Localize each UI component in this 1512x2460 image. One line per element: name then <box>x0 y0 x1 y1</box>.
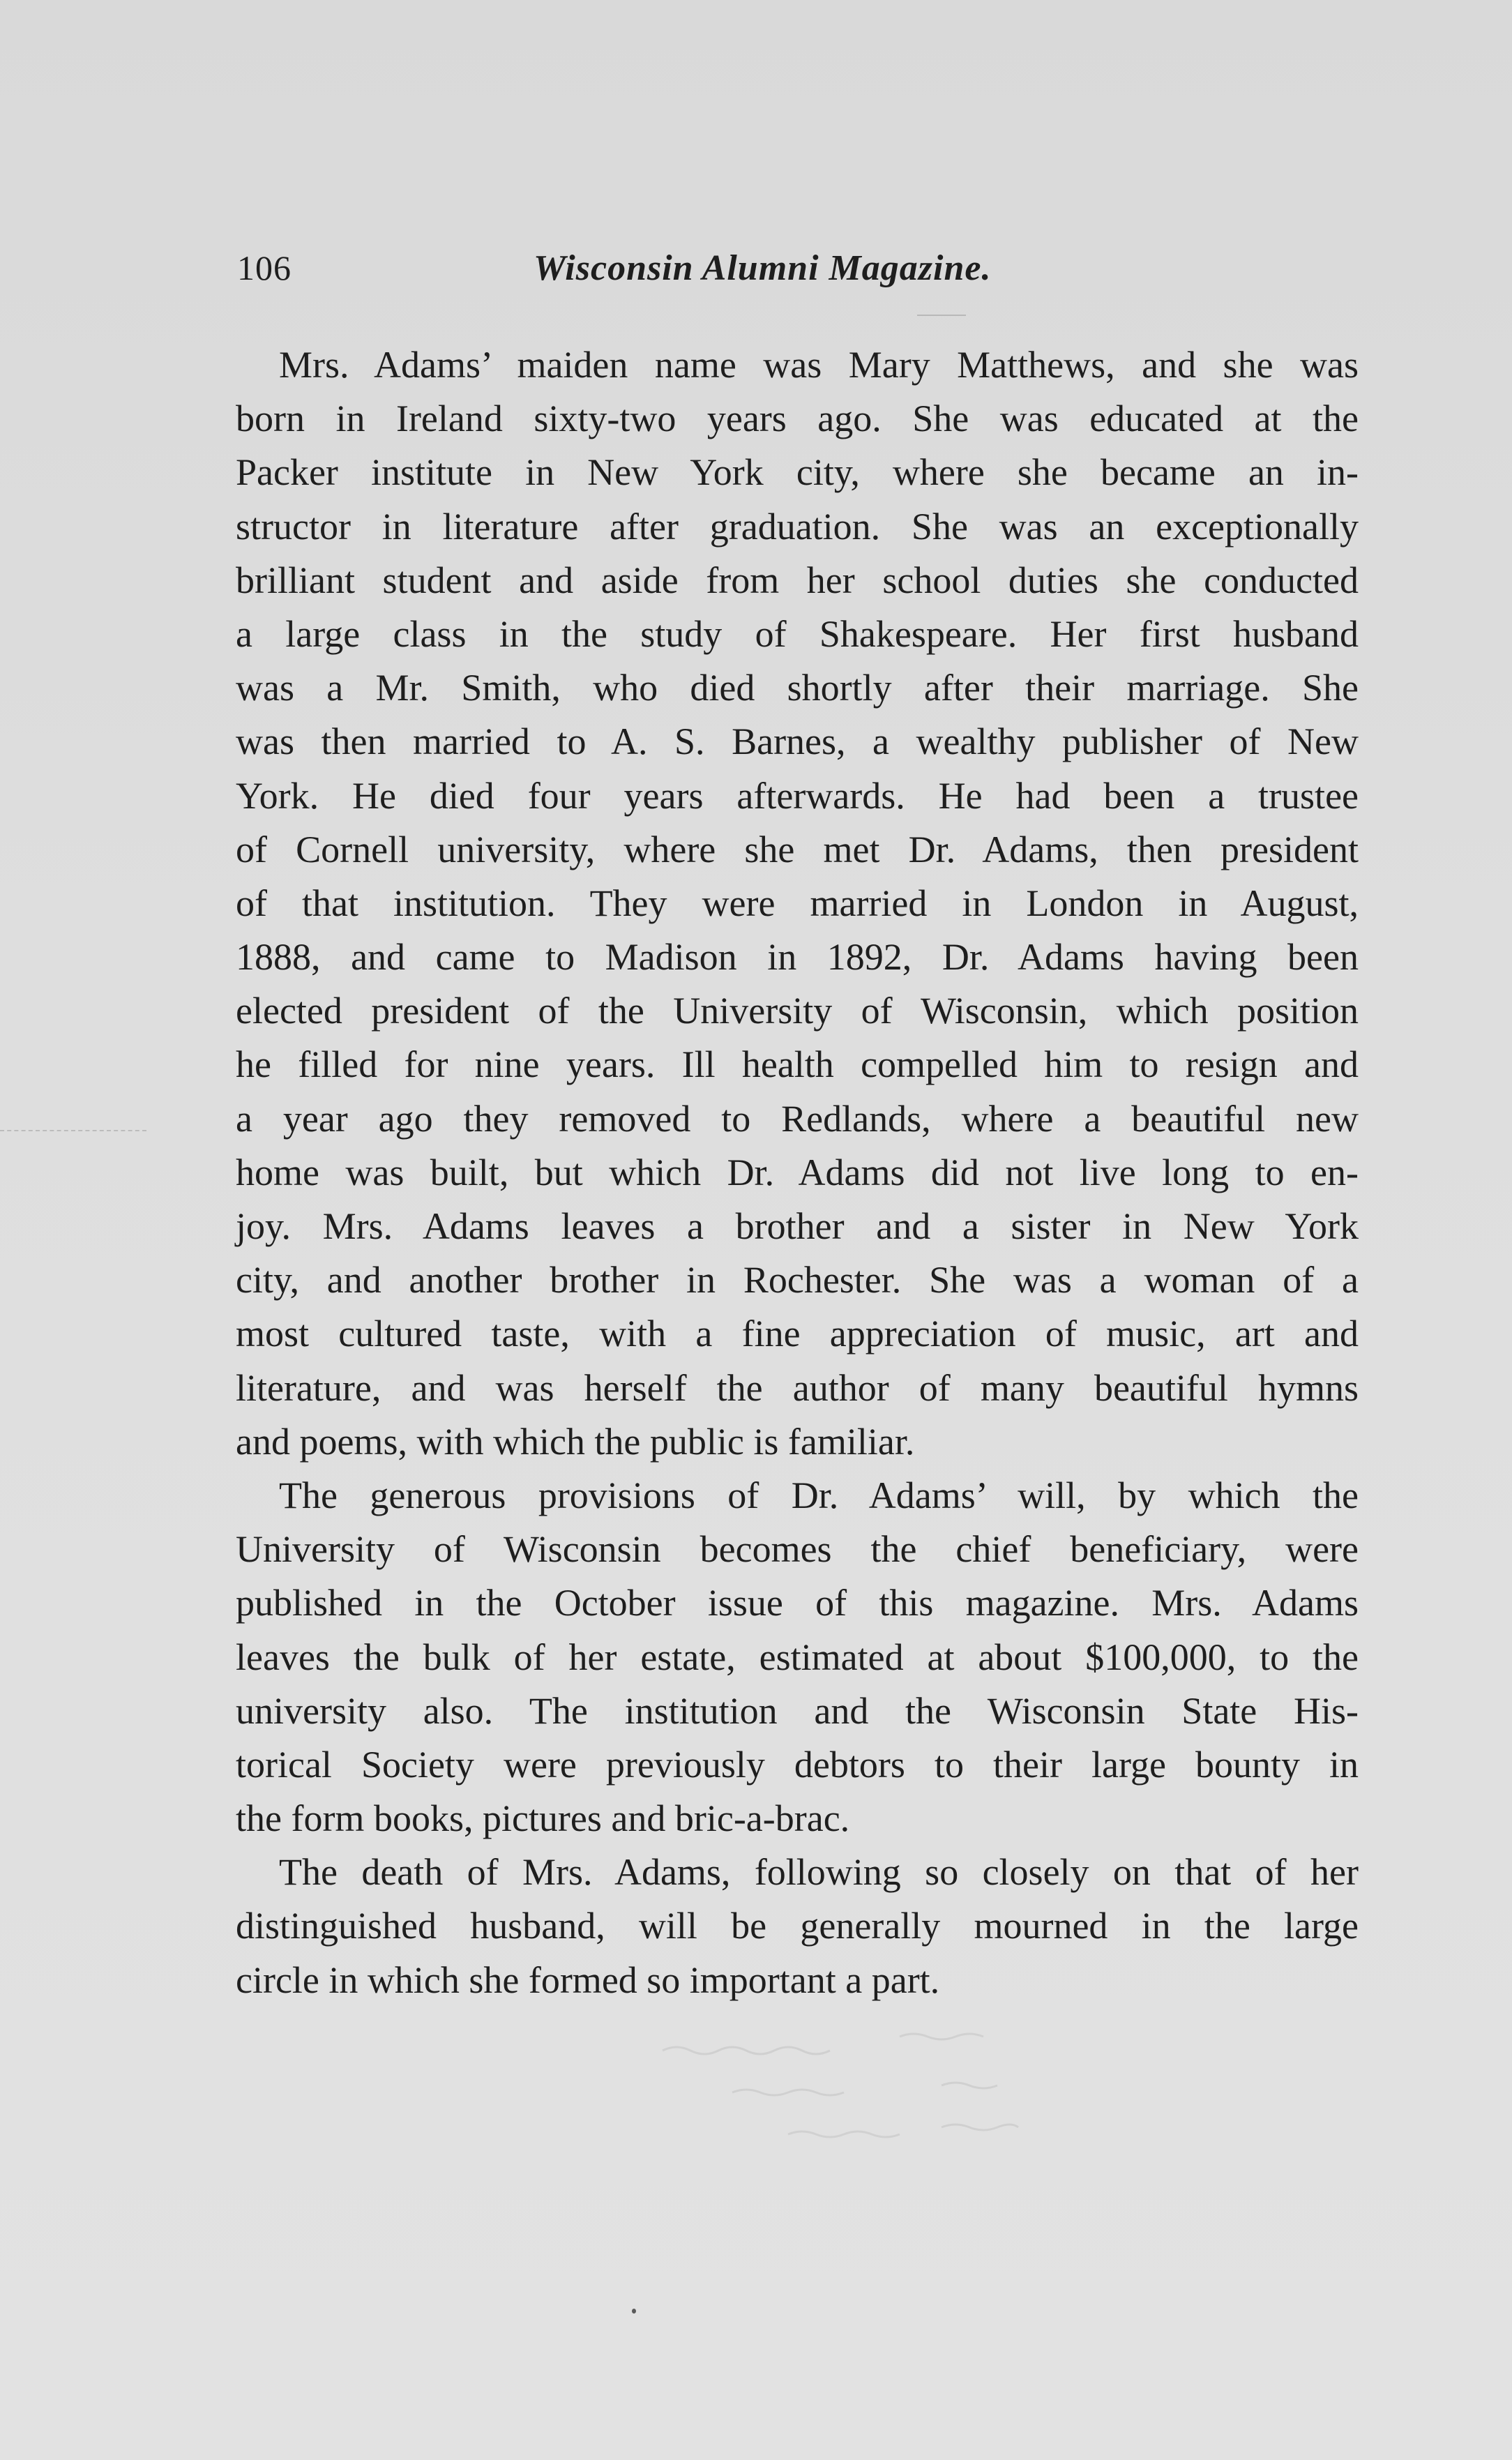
running-title: Wisconsin Alumni Magazine. <box>534 248 992 288</box>
text-line: circle in which she formed so important a part. <box>236 1959 940 2001</box>
text-line: structor in literature after graduation. She was an exceptionally <box>236 505 1359 548</box>
text-line: joy. Mrs. Adams leaves a brother and a sister in New York <box>236 1205 1359 1247</box>
paragraph-1 <box>236 338 1359 1469</box>
text-line: the form books, pictures and bric-a-brac. <box>236 1797 850 1840</box>
text-line: of Cornell university, where she met Dr. Adams, then president <box>236 828 1359 870</box>
text-line: brilliant student and aside from her school duties she conducted <box>236 559 1359 601</box>
text-line: a year ago they removed to Redlands, where a beautiful new <box>236 1097 1359 1140</box>
article-body <box>236 338 1359 2007</box>
text-line: literature, and was herself the author of many beautiful hymns <box>236 1366 1359 1409</box>
faded-stamp-graphic <box>649 2023 1039 2190</box>
text-line: university also. The institution and the Wisconsin State His- <box>236 1689 1359 1732</box>
text-line: born in Ireland sixty-two years ago. She was educated at the <box>236 398 1359 440</box>
text-line: he filled for nine years. Ill health compelled him to resign and <box>236 1043 1359 1086</box>
text-line: Mrs. Adams’ maiden name was Mary Matthews, and she was <box>279 344 1359 386</box>
paragraph-3 <box>236 1846 1359 2007</box>
text-line: and poems, with which the public is familiar. <box>236 1420 915 1463</box>
text-line: of that institution. They were married in London in August, <box>236 882 1359 924</box>
text-line: distinguished husband, will be generally mourned in the large <box>236 1905 1359 1947</box>
text-line: University of Wisconsin becomes the chief beneficiary, were <box>236 1528 1359 1571</box>
text-line: a large class in the study of Shakespeare. Her first husband <box>236 612 1359 655</box>
text-line: torical Society were previously debtors to their large bounty in <box>236 1743 1359 1786</box>
text-line: York. He died four years afterwards. He had been a trustee <box>236 774 1359 817</box>
scan-artifact-line <box>0 1130 146 1131</box>
text-line: home was built, but which Dr. Adams did not live long to en- <box>236 1151 1359 1193</box>
text-line: The generous provisions of Dr. Adams’ will, by which the <box>279 1474 1359 1516</box>
text-line: leaves the bulk of her estate, estimated at about $100,000, to the <box>236 1636 1359 1678</box>
text-line: city, and another brother in Rochester. She was a woman of a <box>236 1259 1359 1301</box>
text-line: Packer institute in New York city, where she became an in- <box>236 451 1359 494</box>
text-line: most cultured taste, with a fine appreciation of music, art and <box>236 1313 1359 1355</box>
ink-speck <box>632 2309 636 2314</box>
page-header <box>237 248 1353 303</box>
header-rule <box>917 315 966 316</box>
faded-stamp-bleedthrough <box>649 2023 1039 2190</box>
text-line: 1888, and came to Madison in 1892, Dr. Adams having been <box>236 936 1359 979</box>
text-line: was a Mr. Smith, who died shortly after their marriage. She <box>236 667 1359 709</box>
page-number: 106 <box>237 248 292 287</box>
paragraph-2 <box>236 1469 1359 1846</box>
text-line: was then married to A. S. Barnes, a wealthy publisher of New <box>236 720 1359 763</box>
text-line: The death of Mrs. Adams, following so closely on that of her <box>279 1851 1359 1894</box>
text-line: elected president of the University of Wisconsin, which position <box>236 990 1359 1032</box>
text-line: published in the October issue of this magazine. Mrs. Adams <box>236 1582 1359 1624</box>
